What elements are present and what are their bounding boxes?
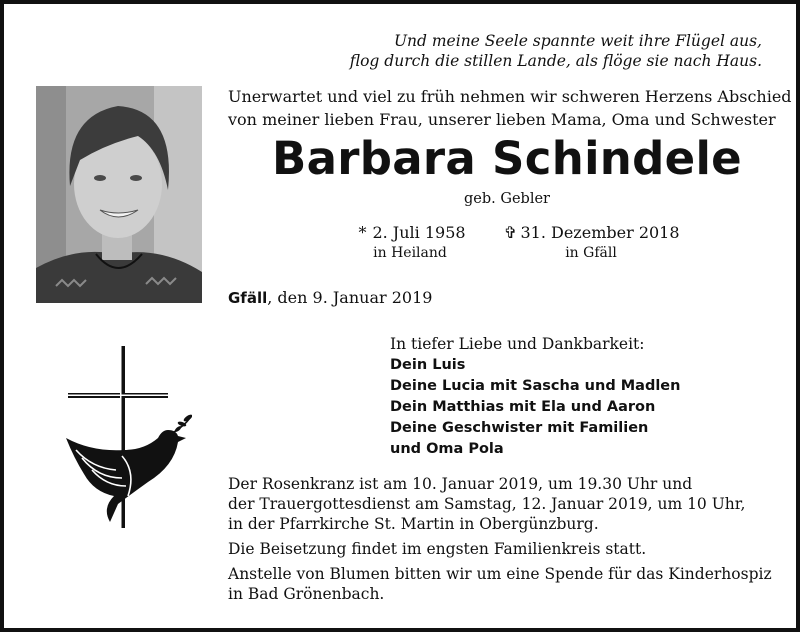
intro-line: Unerwartet und viel zu früh nehmen wir schweren Herzens Abschied	[228, 87, 792, 106]
portrait-image	[36, 86, 202, 303]
donation-notice-cont: in Bad Grönenbach.	[228, 585, 385, 603]
mourners-list	[390, 334, 680, 460]
birth-name: geb. Gebler	[464, 191, 550, 207]
place-date-line	[228, 287, 432, 309]
cross-dove-icon	[62, 346, 192, 528]
mourners-intro: In tiefer Liebe und Dankbarkeit:	[390, 335, 645, 353]
service-notices	[228, 474, 794, 604]
death-date: 31. Dezember 2018	[520, 223, 680, 242]
mourner-line: Deine Geschwister mit Familien	[390, 420, 649, 436]
intro-line: von meiner lieben Frau, unserer lieben Mama, Oma und Schwester	[228, 110, 776, 129]
dateline-date: , den 9. Januar 2019	[267, 288, 433, 307]
mourner-line: Dein Matthias mit Ela und Aaron	[390, 399, 656, 415]
announcement-intro	[228, 85, 792, 131]
death-place: in Gfäll	[565, 245, 617, 261]
mourner-line: und Oma Pola	[390, 441, 504, 457]
donation-notice: Anstelle von Blumen bitten wir um eine Spende für das Kinderhospiz	[228, 565, 772, 583]
burial-notice: Die Beisetzung findet im engsten Familienkreis statt.	[228, 540, 647, 558]
birth-date: 2. Juli 1958	[372, 223, 466, 242]
mourner-line: Dein Luis	[390, 357, 466, 373]
birth-info	[342, 222, 478, 263]
dateline-place: Gfäll	[228, 289, 268, 307]
mourner-line: Deine Lucia mit Sascha und Madlen	[390, 378, 681, 394]
poem-quote	[242, 31, 762, 71]
death-cross-icon: ✞	[503, 223, 518, 242]
church-notice: in der Pfarrkirche St. Martin in Obergünzburg.	[228, 515, 599, 533]
portrait-photo	[36, 86, 202, 303]
rosary-notice: Der Rosenkranz ist am 10. Januar 2019, um 19.30 Uhr und	[228, 475, 693, 493]
birth-star-icon: *	[358, 223, 367, 242]
death-info	[496, 222, 686, 263]
quote-line: flog durch die stillen Lande, als flöge sie nach Haus.	[349, 52, 762, 70]
service-notice: der Trauergottesdienst am Samstag, 12. Januar 2019, um 10 Uhr,	[228, 495, 746, 513]
quote-line: Und meine Seele spannte weit ihre Flügel aus,	[393, 32, 762, 50]
deceased-name: Barbara Schindele	[271, 132, 743, 185]
birth-place: in Heiland	[373, 245, 447, 261]
